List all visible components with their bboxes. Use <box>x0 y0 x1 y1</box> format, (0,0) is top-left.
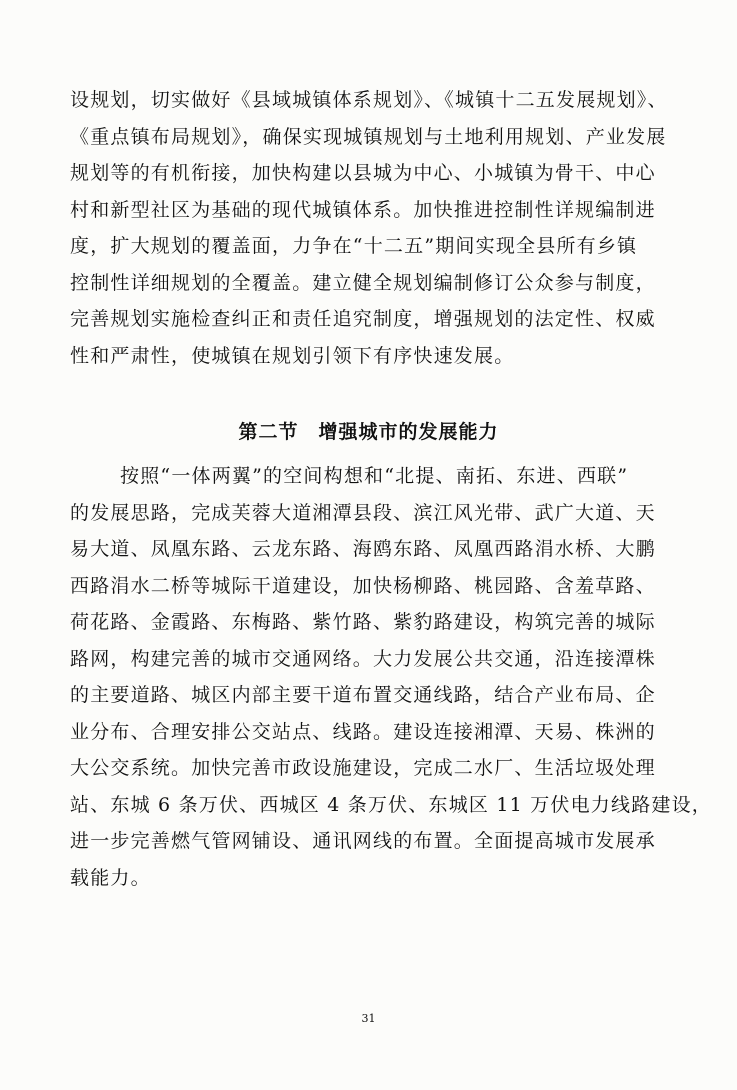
paragraph-line: 进一步完善燃气管网铺设、通讯网线的布置。全面提高城市发展承 <box>70 830 656 852</box>
paragraph-line: 路网，构建完善的城市交通网络。大力发展公共交通，沿连接潭株 <box>70 647 656 670</box>
page-number: 31 <box>361 1012 376 1025</box>
paragraph-urban-capacity <box>70 458 712 896</box>
paragraph-line: 西路涓水二桥等城际干道建设，加快杨柳路、桃园路、含羞草路、 <box>70 574 656 597</box>
paragraph-line: 按照“一体两翼”的空间构想和“北提、南拓、东进、西联” <box>120 465 629 487</box>
paragraph-line: 性和严肃性，使城镇在规划引领下有序快速发展。 <box>70 344 515 367</box>
paragraph-line: 规划等的有机衔接，加快构建以县城为中心、小城镇为骨干、中心 <box>70 162 656 184</box>
paragraph-line: 大公交系统。加快完善市政设施建设，完成二水厂、生活垃圾处理 <box>70 757 656 779</box>
paragraph-line: 载能力。 <box>70 866 151 889</box>
paragraph-line: 荷花路、金霞路、东梅路、紫竹路、紫豹路建设，构筑完善的城际 <box>70 611 656 633</box>
paragraph-line: 的发展思路，完成芙蓉大道湘潭县段、滨江风光带、武广大道、天 <box>70 501 656 524</box>
paragraph-line: 设规划，切实做好《县域城镇体系规划》、《城镇十二五发展规划》、 <box>70 89 668 111</box>
paragraph-line: 业分布、合理安排公交站点、线路。建设连接湘潭、天易、株洲的 <box>70 720 656 743</box>
paragraph-line: 站、东城 6 条万伏、西城区 4 条万伏、东城区 11 万伏电力线路建设， <box>70 793 712 816</box>
paragraph-line: 的主要道路、城区内部主要干道布置交通线路，结合产业布局、企 <box>70 684 656 706</box>
paragraph-line: 度，扩大规划的覆盖面，力争在“十二五”期间实现全县所有乡镇 <box>70 235 638 257</box>
paragraph-planning <box>70 82 690 374</box>
paragraph-line: 村和新型社区为基础的现代城镇体系。加快推进控制性详规编制进 <box>70 198 656 221</box>
paragraph-line: 《重点镇布局规划》，确保实现城镇规划与土地利用规划、产业发展 <box>70 125 667 148</box>
paragraph-line: 完善规划实施检查纠正和责任追究制度，增强规划的法定性、权威 <box>70 308 656 330</box>
section-heading: 第二节 增强城市的发展能力 <box>238 421 499 443</box>
paragraph-line: 易大道、凤凰东路、云龙东路、海鸥东路、凤凰西路涓水桥、大鹏 <box>70 538 656 560</box>
paragraph-line: 控制性详细规划的全覆盖。建立健全规划编制修订公众参与制度， <box>70 271 656 294</box>
